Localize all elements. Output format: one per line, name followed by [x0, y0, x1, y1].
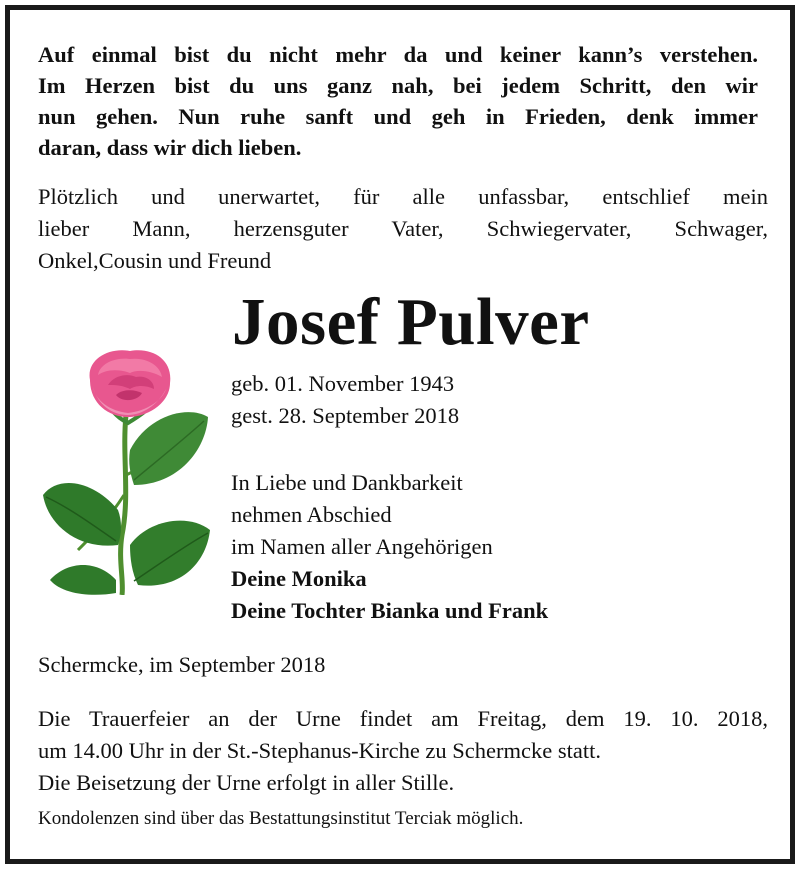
intro-line: Plötzlich und unerwartet, für alle unfassbar, entschlief mein	[38, 184, 768, 209]
funeral-info	[38, 703, 768, 799]
intro-line: lieber Mann, herzensguter Vater, Schwiegervater, Schwager,	[38, 216, 768, 241]
funeral-line: um 14.00 Uhr in der St.-Stephanus-Kirche zu Schermcke statt.	[38, 738, 601, 763]
birth-date: geb. 01. November 1943	[231, 371, 455, 396]
verse-line: Auf einmal bist du nicht mehr da und keiner kann’s verstehen.	[38, 42, 758, 67]
mourner-name: Deine Tochter Bianka und Frank	[231, 598, 549, 623]
deceased-name: Josef Pulver	[232, 285, 590, 359]
verse-line: daran, dass wir dich lieben.	[38, 135, 302, 160]
life-dates	[231, 368, 459, 432]
memorial-verse	[38, 39, 758, 163]
mourners-line: In Liebe und Dankbarkeit	[231, 470, 463, 495]
death-date: gest. 28. September 2018	[231, 403, 460, 428]
condolence-note: Kondolenzen sind über das Bestattungsinstitut Terciak möglich.	[38, 808, 524, 829]
mourners-line: im Namen aller Angehörigen	[231, 534, 493, 559]
rose-icon	[38, 345, 218, 595]
funeral-line: Die Beisetzung der Urne erfolgt in aller Stille.	[38, 770, 455, 795]
mourners-block	[231, 467, 548, 627]
mourner-name: Deine Monika	[231, 566, 367, 591]
announcement-intro	[38, 181, 768, 277]
intro-line: Onkel,Cousin und Freund	[38, 248, 272, 273]
mourners-line: nehmen Abschied	[231, 502, 392, 527]
verse-line: Im Herzen bist du uns ganz nah, bei jedem Schritt, den wir	[38, 73, 758, 98]
verse-line: nun gehen. Nun ruhe sanft und geh in Frieden, denk immer	[38, 104, 758, 129]
obituary-frame	[5, 5, 795, 864]
place-date: Schermcke, im September 2018	[38, 652, 326, 677]
funeral-line: Die Trauerfeier an der Urne findet am Freitag, dem 19. 10. 2018,	[38, 706, 768, 731]
